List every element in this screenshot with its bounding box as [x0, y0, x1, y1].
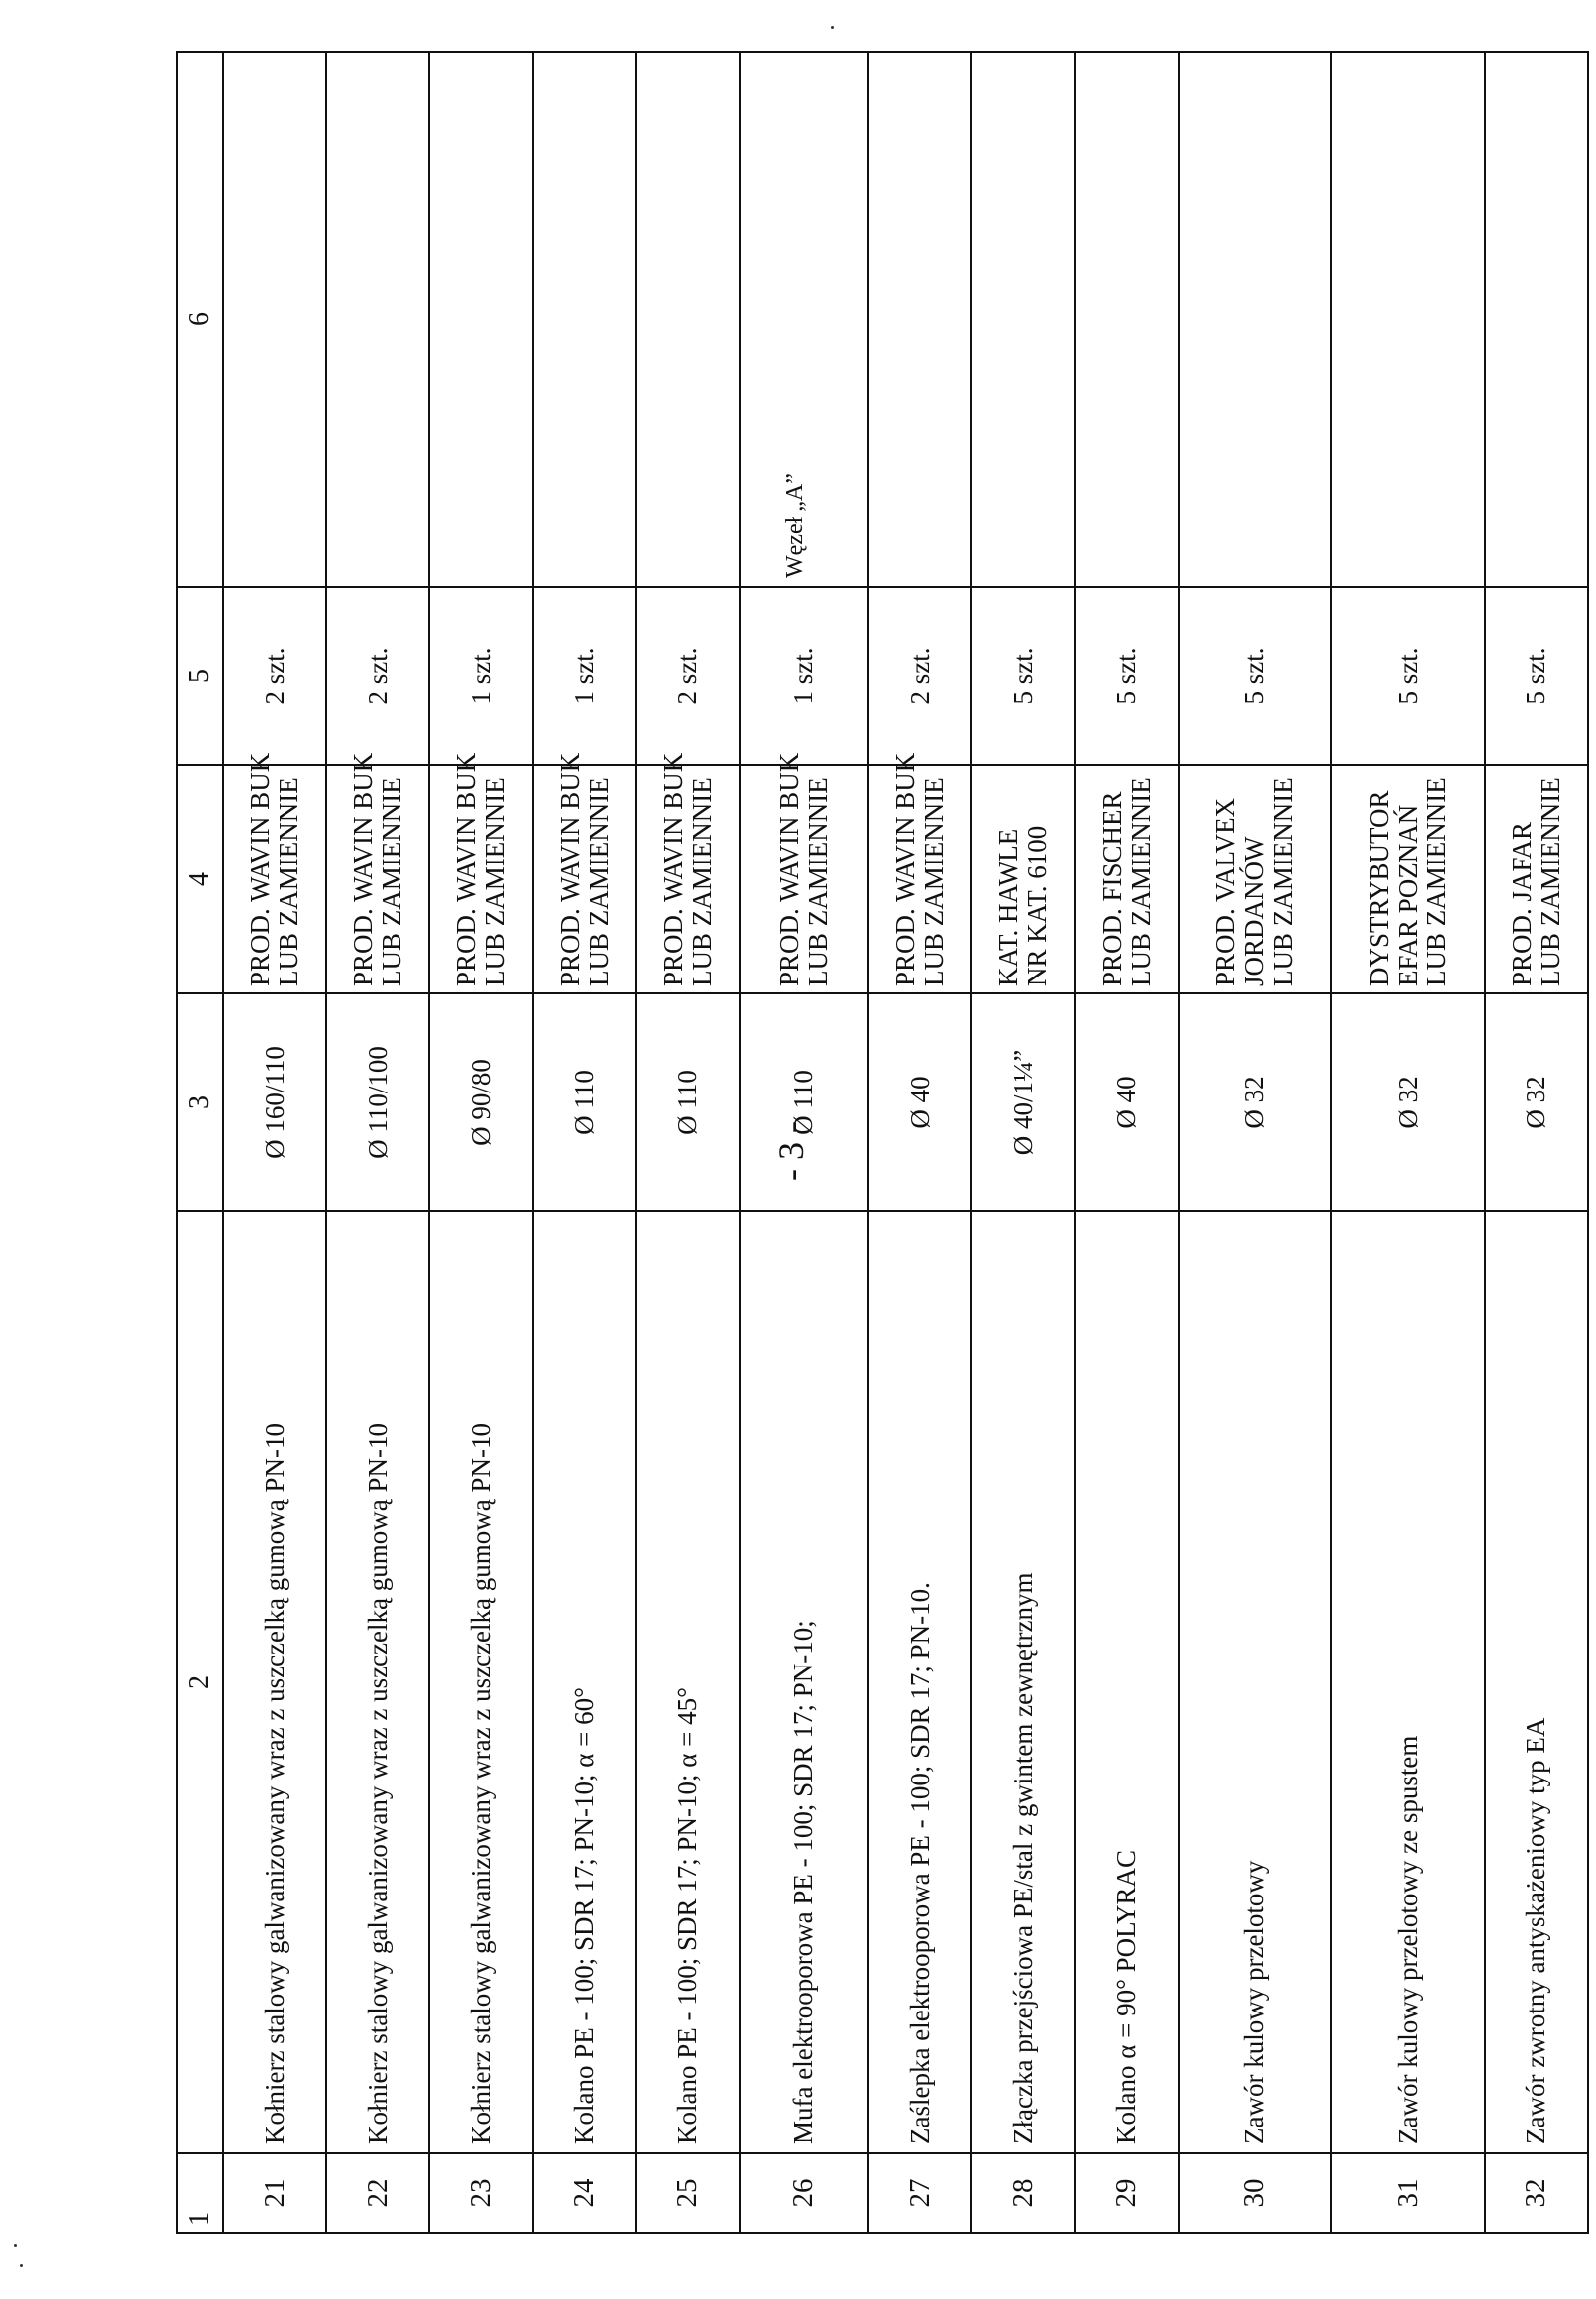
table-row	[1179, 52, 1332, 2233]
manufacturer-line: LUB ZAMIENNIE	[1268, 777, 1299, 986]
column-header: 5	[177, 587, 223, 765]
manufacturer-line: PROD. WAVIN BUK	[245, 752, 276, 986]
dimension-cell: Ø 110	[533, 993, 636, 1211]
column-header: 2	[177, 1211, 223, 2153]
table-row	[868, 52, 971, 2233]
materials-table	[176, 51, 1589, 2234]
manufacturer-line: LUB ZAMIENNIE	[1535, 777, 1565, 986]
row-number-cell: 32	[1485, 2153, 1588, 2233]
quantity-cell: 1 szt.	[429, 587, 532, 765]
item-name-cell: Kolano PE - 100; SDR 17; PN-10; α = 45°	[636, 1211, 740, 2153]
manufacturer-line: LUB ZAMIENNIE	[377, 777, 407, 986]
table-row	[1331, 52, 1485, 2233]
manufacturer-line: PROD. WAVIN BUK	[773, 752, 804, 986]
quantity-cell: 5 szt.	[1485, 587, 1588, 765]
scan-speck	[14, 2244, 17, 2247]
item-name-cell: Kołnierz stalowy galwanizowany wraz z uszczelką gumową PN-10	[429, 1211, 532, 2153]
manufacturer-cell	[533, 752, 636, 993]
row-number-cell: 27	[868, 2153, 971, 2233]
remarks-cell	[1075, 52, 1178, 587]
dimension-cell: Ø 40	[868, 993, 971, 1211]
row-number-cell: 21	[223, 2153, 326, 2233]
manufacturer-line: EFAR POZNAŃ	[1392, 804, 1423, 986]
remarks-cell	[1331, 52, 1485, 587]
item-name-cell: Kołnierz stalowy galwanizowany wraz z uszczelką gumową PN-10	[326, 1211, 429, 2153]
row-number-cell: 31	[1331, 2153, 1485, 2233]
manufacturer-line: LUB ZAMIENNIE	[919, 777, 950, 986]
materials-table-wrapper	[176, 53, 1589, 2234]
table-row	[223, 52, 326, 2233]
remarks-cell	[533, 52, 636, 587]
dimension-cell: Ø 40/1¼”	[971, 993, 1075, 1211]
column-header: 3	[177, 993, 223, 1211]
manufacturer-cell	[740, 752, 868, 993]
manufacturer-line: PROD. WAVIN BUK	[451, 752, 482, 986]
dimension-cell: Ø 32	[1179, 993, 1332, 1211]
manufacturer-cell	[1331, 765, 1485, 993]
dimension-cell: Ø 32	[1485, 993, 1588, 1211]
item-name-cell: Mufa elektrooporowa PE - 100; SDR 17; PN-10;	[740, 1211, 868, 2153]
manufacturer-line: NR KAT. 6100	[1022, 825, 1053, 986]
item-name-cell: Zawór kulowy przelotowy ze spustem	[1331, 1211, 1485, 2153]
item-name-cell: Kolano α = 90° POLYRAC	[1075, 1211, 1178, 2153]
dimension-cell: Ø 90/80	[429, 993, 532, 1211]
manufacturer-line: PROD. JAFAR	[1506, 821, 1537, 986]
table-row	[971, 52, 1075, 2233]
scan-speck	[831, 26, 834, 29]
manufacturer-line: JORDANÓW	[1239, 836, 1270, 986]
remarks-cell	[868, 52, 971, 587]
column-number-row	[177, 52, 223, 2233]
quantity-cell: 2 szt.	[868, 587, 971, 765]
table-row	[636, 52, 740, 2233]
manufacturer-line: LUB ZAMIENNIE	[1125, 777, 1156, 986]
dimension-cell: Ø 110	[636, 993, 740, 1211]
remarks-cell	[223, 52, 326, 587]
column-header: 4	[177, 765, 223, 993]
table-row	[533, 52, 636, 2233]
remarks-cell	[326, 52, 429, 587]
manufacturer-line: LUB ZAMIENNIE	[802, 777, 833, 986]
quantity-cell: 2 szt.	[223, 587, 326, 765]
table-row	[1075, 52, 1178, 2233]
quantity-cell: 5 szt.	[1179, 587, 1332, 765]
manufacturer-line: PROD. WAVIN BUK	[657, 752, 688, 986]
row-number-cell: 23	[429, 2153, 532, 2233]
remarks-cell	[429, 52, 532, 587]
manufacturer-cell	[636, 752, 740, 993]
row-number-cell: 28	[971, 2153, 1075, 2233]
manufacturer-line: PROD. WAVIN BUK	[554, 752, 585, 986]
quantity-cell: 1 szt.	[533, 587, 636, 765]
manufacturer-line: DYSTRYBUTOR	[1363, 790, 1394, 986]
remarks-cell	[636, 52, 740, 587]
manufacturer-line: LUB ZAMIENNIE	[1421, 777, 1451, 986]
row-number-cell: 22	[326, 2153, 429, 2233]
item-name-cell: Zawór zwrotny antyskażeniowy typ EA	[1485, 1211, 1588, 2153]
row-number-cell: 29	[1075, 2153, 1178, 2233]
dimension-cell: Ø 110	[740, 993, 868, 1211]
item-name-cell: Złączka przejściowa PE/stal z gwintem zewnętrznym	[971, 1211, 1075, 2153]
manufacturer-cell	[1075, 765, 1178, 993]
manufacturer-line: LUB ZAMIENNIE	[686, 777, 717, 986]
table-row	[326, 52, 429, 2233]
manufacturer-cell	[971, 765, 1075, 993]
manufacturer-line: LUB ZAMIENNIE	[274, 777, 304, 986]
remarks-cell	[1179, 52, 1332, 587]
column-header: 6	[177, 52, 223, 587]
manufacturer-cell	[223, 752, 326, 993]
table-row	[429, 52, 532, 2233]
row-number-cell: 26	[740, 2153, 868, 2233]
remarks-cell	[1485, 52, 1588, 587]
quantity-cell: 5 szt.	[1075, 587, 1178, 765]
remarks-cell: Węzeł „A”	[740, 52, 868, 587]
table-row	[1485, 52, 1588, 2233]
row-number-cell: 30	[1179, 2153, 1332, 2233]
manufacturer-line: PROD. VALVEX	[1210, 797, 1241, 986]
quantity-cell: 5 szt.	[971, 587, 1075, 765]
dimension-cell: Ø 32	[1331, 993, 1485, 1211]
item-name-cell: Zawór kulowy przelotowy	[1179, 1211, 1332, 2153]
dimension-cell: Ø 160/110	[223, 993, 326, 1211]
item-name-cell: Kołnierz stalowy galwanizowany wraz z uszczelką gumową PN-10	[223, 1211, 326, 2153]
row-number-cell: 24	[533, 2153, 636, 2233]
manufacturer-cell	[429, 752, 532, 993]
dimension-cell: Ø 110/100	[326, 993, 429, 1211]
manufacturer-line: PROD. WAVIN BUK	[348, 752, 379, 986]
column-header: 1	[177, 2153, 223, 2233]
remarks-cell	[971, 52, 1075, 587]
page-number: - 3 -	[770, 1121, 811, 1181]
manufacturer-line: PROD. WAVIN BUK	[890, 752, 921, 986]
manufacturer-line: LUB ZAMIENNIE	[480, 777, 511, 986]
quantity-cell: 5 szt.	[1331, 587, 1485, 765]
item-name-cell: Kolano PE - 100; SDR 17; PN-10; α = 60°	[533, 1211, 636, 2153]
table-row	[740, 52, 868, 2233]
manufacturer-cell	[1179, 765, 1332, 993]
manufacturer-cell	[868, 752, 971, 993]
row-number-cell: 25	[636, 2153, 740, 2233]
dimension-cell: Ø 40	[1075, 993, 1178, 1211]
quantity-cell: 1 szt.	[740, 587, 868, 765]
manufacturer-cell	[1485, 765, 1588, 993]
manufacturer-line: PROD. FISCHER	[1096, 791, 1127, 986]
manufacturer-line: LUB ZAMIENNIE	[583, 777, 614, 986]
manufacturer-cell	[326, 752, 429, 993]
quantity-cell: 2 szt.	[636, 587, 740, 765]
manufacturer-line: KAT. HAWLE	[993, 828, 1024, 986]
quantity-cell: 2 szt.	[326, 587, 429, 765]
scan-speck	[20, 2264, 23, 2267]
item-name-cell: Zaślepka elektrooporowa PE - 100; SDR 17; PN-10.	[868, 1211, 971, 2153]
